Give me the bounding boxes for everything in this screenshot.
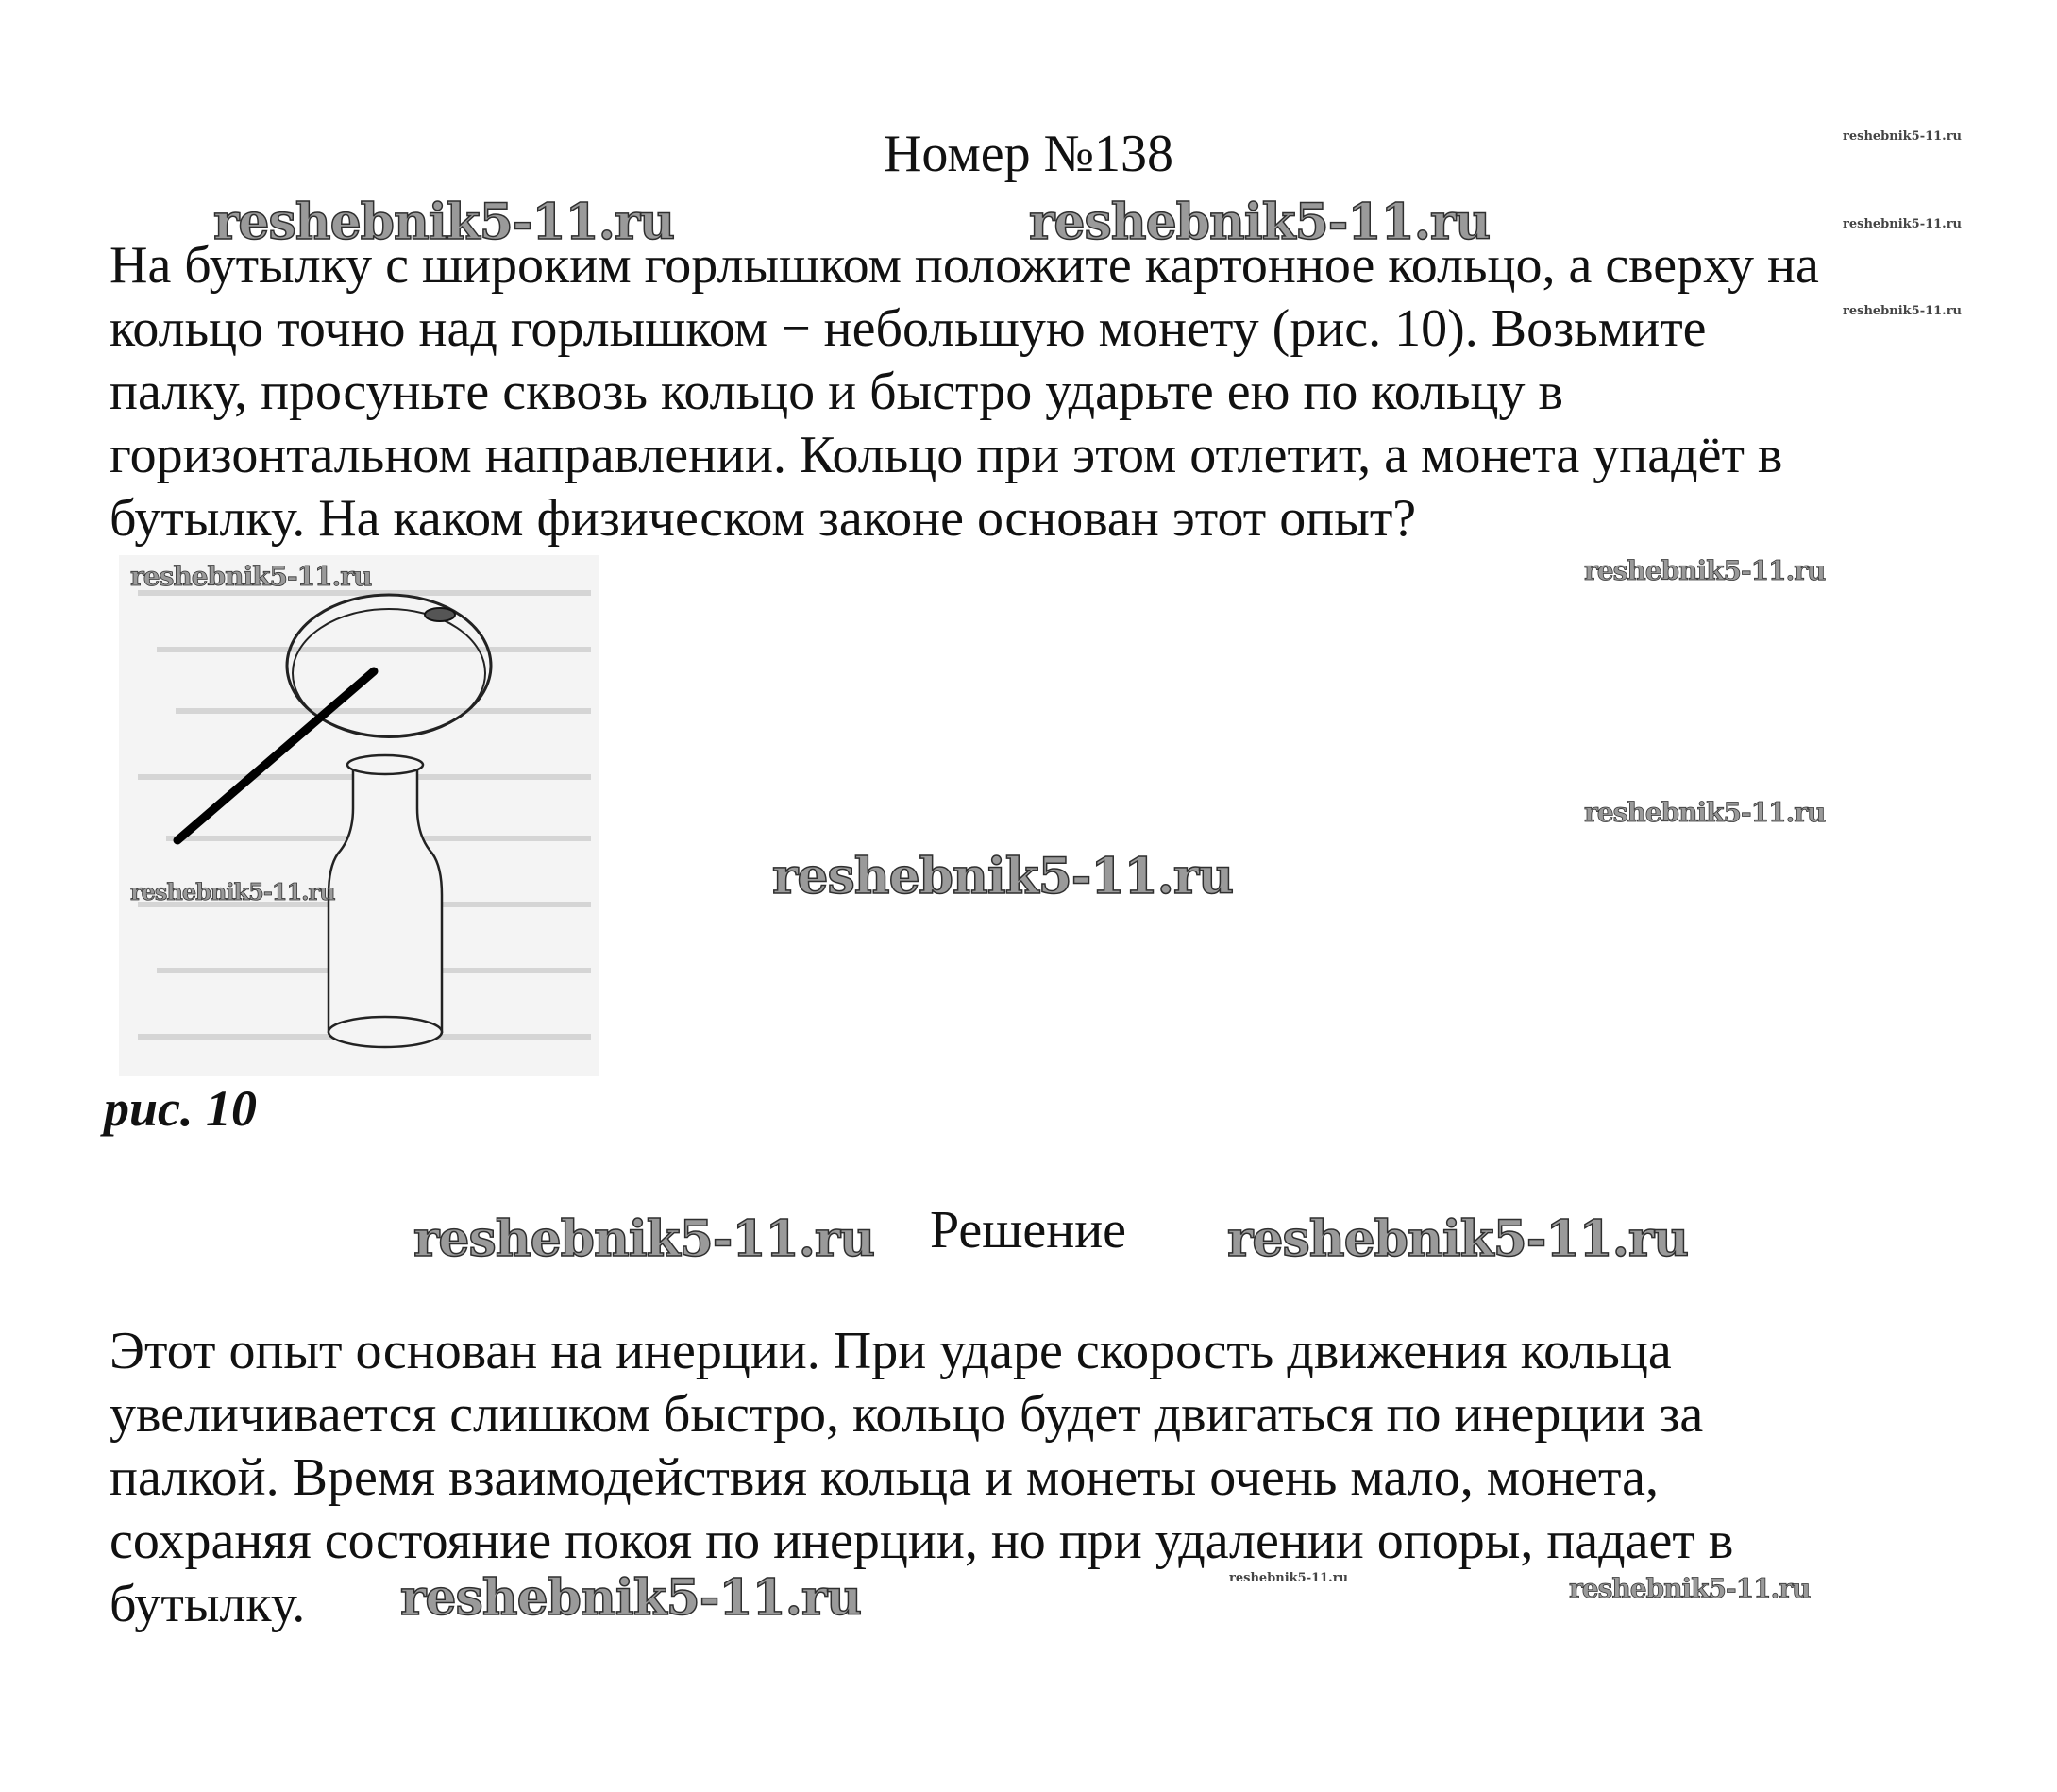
watermark: reshebnik5-11.ru	[400, 1569, 862, 1627]
watermark: reshebnik5-11.ru	[1843, 217, 1963, 231]
watermark: reshebnik5-11.ru	[130, 878, 335, 905]
solution-line: палкой. Время взаимодействия кольца и монеты очень мало, монета,	[110, 1448, 1659, 1507]
solution-line: бутылку.	[110, 1575, 306, 1633]
figure-caption: рис. 10	[104, 1080, 257, 1137]
page-title: Номер №138	[883, 125, 1174, 183]
coin-icon	[425, 608, 455, 621]
watermark: reshebnik5-11.ru	[413, 1210, 875, 1268]
solution-heading: Решение	[930, 1201, 1127, 1259]
solution-line: увеличивается слишком быстро, кольцо будет двигаться по инерции за	[110, 1385, 1704, 1444]
watermark: reshebnik5-11.ru	[1029, 194, 1491, 251]
solution-line: сохраняя состояние покоя по инерции, но при удалении опоры, падает в	[110, 1512, 1734, 1570]
watermark: reshebnik5-11.ru	[1584, 555, 1826, 586]
watermark: reshebnik5-11.ru	[1569, 1573, 1811, 1604]
bottle-ring-coin-illustration	[119, 555, 599, 1076]
problem-line: кольцо точно над горлышком − небольшую монету (рис. 10). Возьмите	[110, 299, 1707, 358]
watermark: reshebnik5-11.ru	[1584, 797, 1826, 828]
watermark: reshebnik5-11.ru	[1227, 1210, 1689, 1268]
problem-text	[110, 234, 2007, 550]
solution-line: Этот опыт основан на инерции. При ударе скорость движения кольца	[110, 1322, 1672, 1380]
figure-drawing	[119, 555, 599, 1076]
problem-line: бутылку. На каком физическом законе основан этот опыт?	[110, 489, 1417, 548]
problem-line: горизонтальном направлении. Кольцо при этом отлетит, а монета упадёт в	[110, 426, 1783, 484]
watermark: reshebnik5-11.ru	[1843, 129, 1963, 144]
problem-line: На бутылку с широким горлышком положите картонное кольцо, а сверху на	[110, 236, 1819, 295]
problem-line: палку, просуньте сквозь кольцо и быстро ударьте ею по кольцу в	[110, 363, 1563, 421]
watermark: reshebnik5-11.ru	[1229, 1571, 1349, 1585]
watermark: reshebnik5-11.ru	[772, 848, 1234, 905]
watermark: reshebnik5-11.ru	[130, 561, 372, 592]
bottle-icon	[329, 755, 442, 1047]
watermark: reshebnik5-11.ru	[213, 194, 675, 251]
watermark: reshebnik5-11.ru	[1843, 304, 1963, 318]
stick-icon	[177, 671, 374, 840]
